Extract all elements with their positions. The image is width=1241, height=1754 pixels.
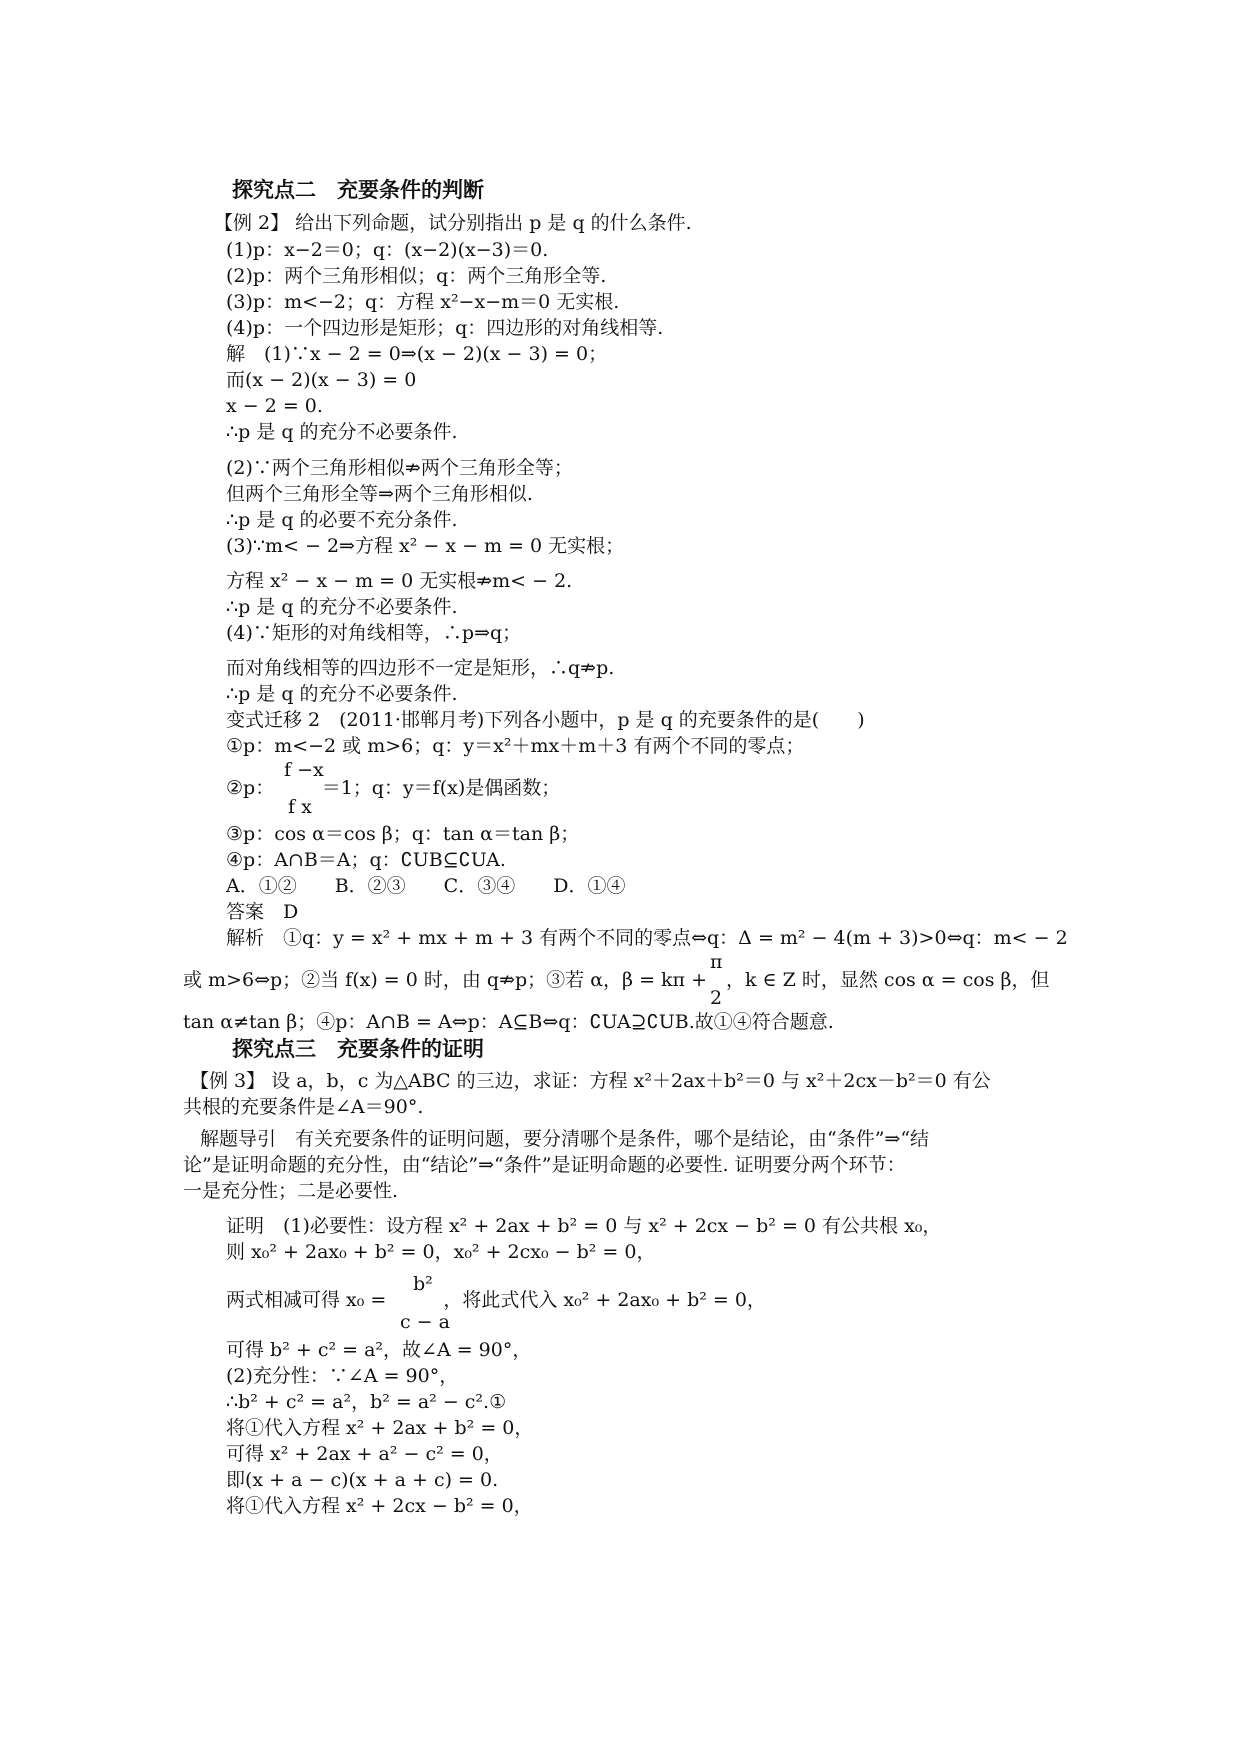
text-line: 可得 b² + c² = a²，故∠A = 90°，: [226, 1339, 532, 1361]
text-line: (2)充分性：∵∠A = 90°，: [226, 1365, 459, 1387]
answer-choices: A．①② B．②③ C．③④ D．①④: [226, 875, 626, 897]
section-heading-3: 探究点三 充要条件的证明: [232, 1037, 484, 1061]
example-3-prompt: 【例 3】 设 a，b，c 为△ABC 的三边，求证：方程 x²＋2ax＋b²＝0 与 x²＋2cx－b²＝0 有公: [190, 1070, 991, 1092]
fraction-numerator: f −x: [284, 759, 324, 781]
text-line: ∴p 是 q 的充分不必要条件.: [226, 683, 458, 705]
text-line: 可得 x² + 2ax + a² − c² = 0，: [226, 1443, 503, 1465]
answer-line: 答案 D: [226, 901, 299, 923]
text-line: (4)∵矩形的对角线相等，∴p⇒q；: [226, 622, 522, 644]
proof-line: 证明 (1)必要性：设方程 x² + 2ax + b² = 0 与 x² + 2cx − b² = 0 有公共根 x₀，: [226, 1215, 942, 1237]
text-line: (1)p：x−2＝0；q：(x−2)(x−3)＝0.: [226, 239, 549, 261]
text-line: 即(x + a − c)(x + a + c) = 0.: [226, 1469, 499, 1491]
text-line: ∴p 是 q 的必要不充分条件.: [226, 509, 458, 531]
text-line: (2)p：两个三角形相似；q：两个三角形全等.: [226, 265, 607, 287]
analysis-line: 或 m>6⇔p；②当 f(x) = 0 时，由 q⇏p；③若 α，β = kπ + ，k ∈ Z 时，显然 cos α = cos β，但: [183, 969, 1050, 991]
option-3: ③p：cos α＝cos β；q：tan α＝tan β；: [226, 823, 580, 845]
text-line: (2)∵两个三角形相似⇏两个三角形全等；: [226, 457, 573, 479]
fraction-denominator: 2: [710, 987, 723, 1009]
fraction-denominator: c − a: [400, 1311, 450, 1333]
text-line: 则 x₀² + 2ax₀ + b² = 0，x₀² + 2cx₀ − b² = 0，: [226, 1241, 656, 1263]
option-2: ②p： ＝1；q：y＝f(x)是偶函数；: [226, 777, 561, 799]
analysis-line: tan α≠tan β；④p：A∩B = A⇔p：A⊆B⇔q：∁UA⊇∁UB.故①④符合题意.: [183, 1011, 834, 1033]
text-line: 将①代入方程 x² + 2cx − b² = 0，: [226, 1495, 533, 1517]
guide-line: 解题导引 有关充要条件的证明问题，要分清哪个是条件，哪个是结论，由“条件”⇒“结: [200, 1128, 930, 1150]
text-line: 论”是证明命题的充分性，由“结论”⇒“条件”是证明命题的必要性. 证明要分两个环节：: [183, 1154, 906, 1176]
text-line: ∴b² + c² = a²，b² = a² − c².①: [226, 1391, 507, 1413]
text-line: 共根的充要条件是∠A＝90°.: [183, 1096, 424, 1118]
section-heading-2: 探究点二 充要条件的判断: [232, 178, 484, 202]
text-line: 而对角线相等的四边形不一定是矩形，∴q⇏p.: [226, 657, 615, 679]
option-4: ④p：A∩B＝A；q：∁UB⊆∁UA.: [226, 849, 506, 871]
fraction-numerator: π: [710, 951, 723, 973]
analysis-line: 解析 ①q：y = x² + mx + m + 3 有两个不同的零点⇔q：Δ = m² − 4(m + 3)>0⇔q：m< − 2: [226, 927, 1068, 949]
text-line: ∴p 是 q 的充分不必要条件.: [226, 596, 458, 618]
text-line: 将①代入方程 x² + 2ax + b² = 0，: [226, 1417, 534, 1439]
text-line: (3)p：m<−2；q：方程 x²−x−m＝0 无实根.: [226, 291, 620, 313]
option-1: ①p：m<−2 或 m>6；q：y＝x²＋mx＋m＋3 有两个不同的零点；: [226, 735, 805, 757]
text-line: 两式相减可得 x₀ = ，将此式代入 x₀² + 2ax₀ + b² = 0，: [226, 1289, 766, 1311]
text-line: (3)∵m< − 2⇒方程 x² − x − m = 0 无实根；: [226, 535, 625, 557]
text-line: 方程 x² − x − m = 0 无实根⇏m< − 2.: [226, 570, 573, 592]
text-line: x − 2 = 0.: [226, 395, 323, 417]
text-line: ∴p 是 q 的充分不必要条件.: [226, 421, 458, 443]
fraction-denominator: f x: [288, 796, 312, 818]
text-line: 一是充分性；二是必要性.: [183, 1180, 399, 1202]
solution-line: 解 (1)∵x − 2 = 0⇒(x − 2)(x − 3) = 0；: [226, 343, 608, 365]
variant-transfer-2: 变式迁移 2 (2011·邯郸月考)下列各小题中，p 是 q 的充要条件的是( ): [226, 709, 865, 731]
text-line: (4)p：一个四边形是矩形；q：四边形的对角线相等.: [226, 317, 664, 339]
text-line: 而(x − 2)(x − 3) = 0: [226, 369, 417, 391]
fraction-numerator: b²: [413, 1273, 433, 1295]
example-2-prompt: 【例 2】 给出下列命题，试分别指出 p 是 q 的什么条件.: [214, 212, 692, 234]
text-line: 但两个三角形全等⇒两个三角形相似.: [226, 483, 533, 505]
